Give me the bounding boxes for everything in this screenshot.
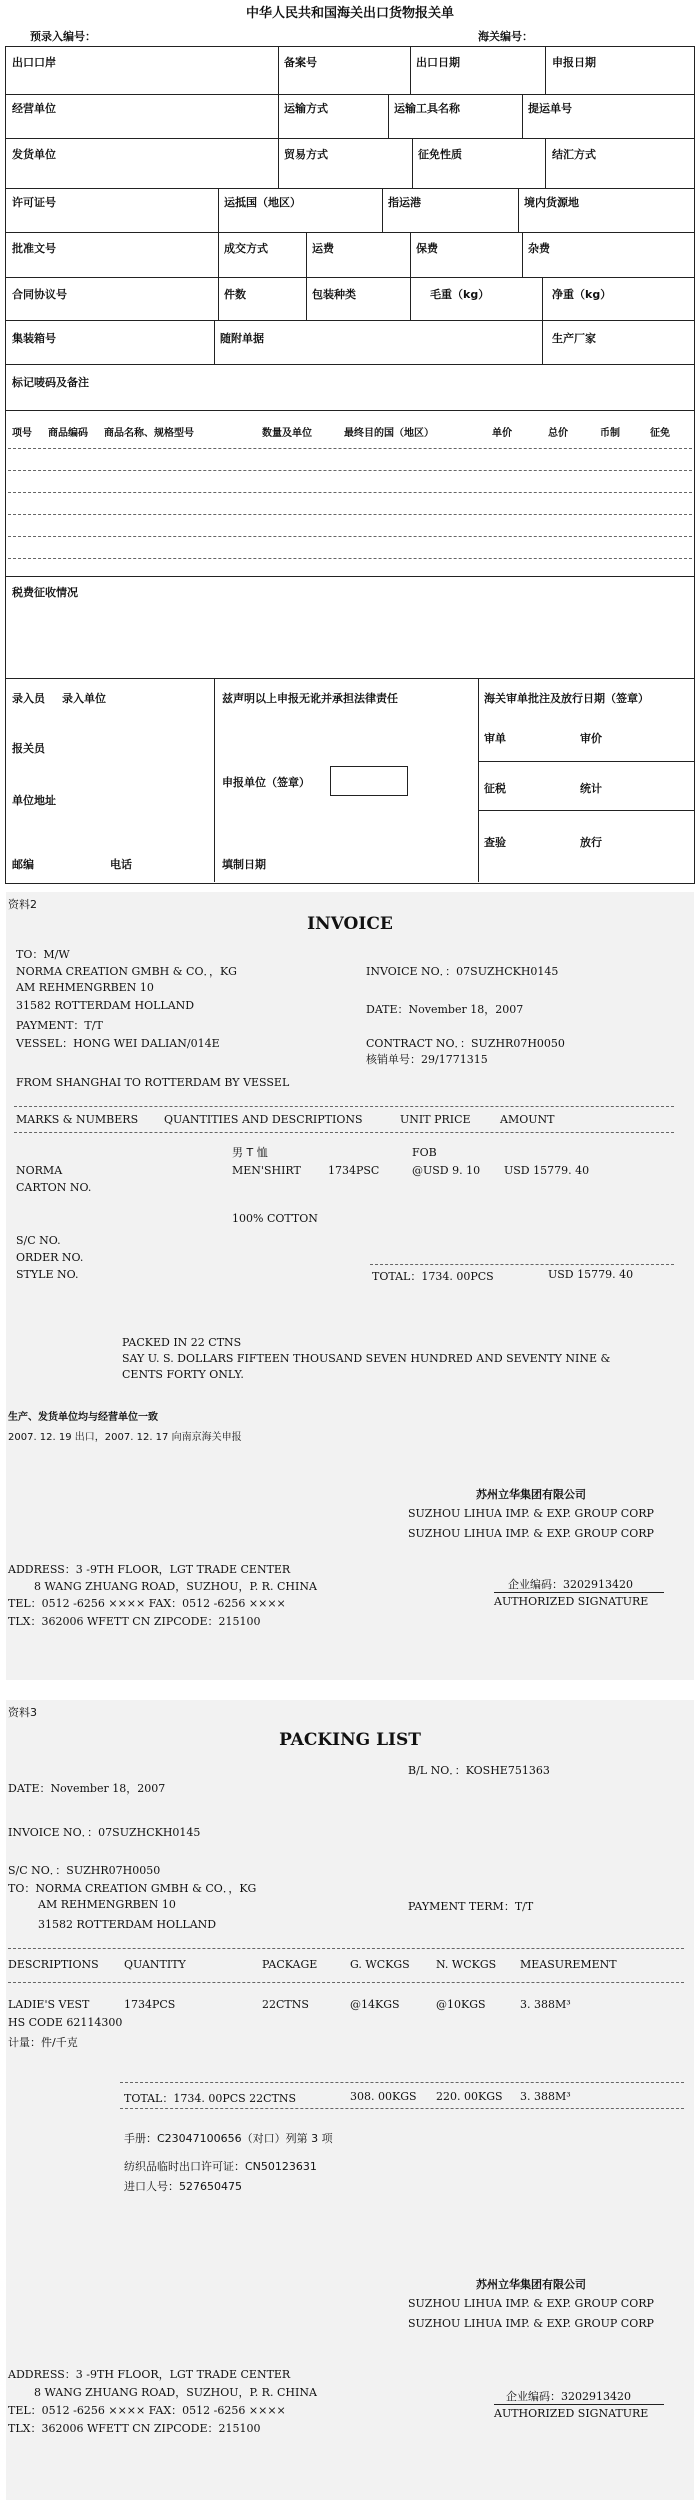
deal-mode-label: 成交方式: [224, 242, 268, 255]
statistics-label: 统计: [580, 782, 602, 795]
textile-license: 纺织品临时出口许可证：CN50123631: [124, 2160, 317, 2173]
item-chinese-name: 男 T 恤: [232, 1146, 268, 1159]
misc-fee-label: 杂费: [528, 242, 550, 255]
postcode-label: 邮编: [12, 858, 34, 871]
package-header: PACKAGE: [262, 1958, 318, 1971]
final-destination-header: 最终目的国（地区）: [344, 428, 434, 439]
package-count-label: 件数: [224, 288, 246, 301]
preentry-number-label: 预录入编号：: [30, 30, 96, 43]
packing-total: TOTAL：1734. 00PCS 22CTNS: [124, 2092, 297, 2105]
invoice-total-amount: USD 15779. 40: [548, 1268, 634, 1281]
price-review-label: 审价: [580, 732, 602, 745]
buyer-name: NORMA CREATION GMBH & CO．，KG: [16, 965, 237, 978]
shipper-unit-label: 发货单位: [12, 148, 56, 161]
document-review-label: 审单: [484, 732, 506, 745]
contract-number: CONTRACT NO．：SUZHR07H0050: [366, 1037, 565, 1050]
packing-tel-fax: TEL：0512 -6256 ×××× FAX：0512 -6256 ××××: [8, 2404, 286, 2417]
release-label: 放行: [580, 836, 602, 849]
packing-telex-zip: TLX：362006 WFETT CN ZIPCODE：215100: [8, 2422, 261, 2435]
marks-numbers-header: MARKS & NUMBERS: [16, 1113, 139, 1126]
quantity-unit-header: 数量及单位: [262, 428, 312, 439]
settlement-mode-label: 结汇方式: [552, 148, 596, 161]
freight-label: 运费: [312, 242, 334, 255]
amount-header: AMOUNT: [500, 1113, 555, 1126]
item-amount: USD 15779. 40: [504, 1164, 590, 1177]
gross-weight-header: G. WCKGS: [350, 1958, 410, 1971]
verification-number: 核销单号：29/1771315: [366, 1053, 488, 1066]
package-type-label: 包装种类: [312, 288, 356, 301]
enterprise-code: 企业编码：3202913420: [508, 1578, 633, 1591]
packing-authorized-signature: AUTHORIZED SIGNATURE: [494, 2407, 649, 2420]
marks-remarks-label: 标记唛码及备注: [12, 376, 89, 389]
unit-price-header: 单价: [492, 428, 512, 439]
handbook-note: 手册：C23047100656（对口）列第 3 项: [124, 2132, 333, 2145]
packing-address-1: ADDRESS：3 -9TH FLOOR，LGT TRADE CENTER: [8, 2368, 291, 2381]
trade-term: FOB: [412, 1146, 437, 1159]
packing-invoice-number: INVOICE NO．：07SUZHCKH0145: [8, 1826, 201, 1839]
commodity-code-header: 商品编码: [48, 428, 88, 439]
inspection-label: 查验: [484, 836, 506, 849]
invoice-date: DATE：November 18，2007: [366, 1003, 524, 1016]
packing-street: AM REHMENGRBEN 10: [38, 1898, 176, 1911]
destination-country-label: 运抵国（地区）: [224, 196, 301, 209]
amount-in-words-2: CENTS FORTY ONLY.: [122, 1368, 244, 1381]
form-title: 中华人民共和国海关出口货物报关单: [245, 6, 454, 21]
entry-person-label: 录入员: [12, 692, 45, 705]
fill-date-label: 填制日期: [222, 858, 266, 871]
invoice-to: TO：M/W: [16, 948, 70, 961]
declaring-unit-label: 申报单位（签章）: [222, 776, 310, 789]
quantities-descriptions-header: QUANTITIES AND DESCRIPTIONS: [164, 1113, 363, 1126]
material-label-2: 资料2: [8, 898, 37, 911]
declare-date-label: 申报日期: [552, 56, 596, 69]
payment-term: PAYMENT TERM：T/T: [408, 1900, 534, 1913]
business-unit-label: 经营单位: [12, 102, 56, 115]
importer-number: 进口人号：527650475: [124, 2180, 242, 2193]
manufacturer-label: 生产厂家: [552, 332, 596, 345]
address-line-1: ADDRESS：3 -9TH FLOOR，LGT TRADE CENTER: [8, 1563, 291, 1576]
invoice-title: INVOICE: [307, 914, 393, 934]
entry-unit-label: 录入单位: [62, 692, 106, 705]
invoice-number: INVOICE NO．：07SUZHCKH0145: [366, 965, 559, 978]
hs-code: HS CODE 62114300: [8, 2016, 123, 2029]
note-units: 生产、发货单位均与经营单位一致: [8, 1412, 158, 1423]
packing-total-net: 220. 00KGS: [436, 2090, 503, 2103]
commodity-name-header: 商品名称、规格型号: [104, 428, 194, 439]
descriptions-header: DESCRIPTIONS: [8, 1958, 99, 1971]
unit-price-header: UNIT PRICE: [400, 1113, 471, 1126]
buyer-street: AM REHMENGRBEN 10: [16, 981, 154, 994]
company-english-name-2: SUZHOU LIHUA IMP. & EXP. GROUP CORP: [408, 1527, 654, 1540]
attached-docs-label: 随附单据: [220, 332, 264, 345]
packing-to: TO：NORMA CREATION GMBH & CO．，KG: [8, 1882, 257, 1895]
customs-number-label: 海关编号：: [478, 30, 533, 43]
invoice-total: TOTAL：1734. 00PCS: [372, 1270, 494, 1283]
packing-summary: PACKED IN 22 CTNS: [122, 1336, 242, 1349]
bill-of-lading-label: 提运单号: [528, 102, 572, 115]
trade-mode-label: 贸易方式: [284, 148, 328, 161]
packing-package: 22CTNS: [262, 1998, 309, 2011]
material-label-3: 资料3: [8, 1706, 37, 1719]
authorized-signature: AUTHORIZED SIGNATURE: [494, 1595, 649, 1608]
tel-fax: TEL：0512 -6256 ×××× FAX：0512 -6256 ××××: [8, 1597, 286, 1610]
packing-company-english-2: SUZHOU LIHUA IMP. & EXP. GROUP CORP: [408, 2317, 654, 2330]
amount-in-words-1: SAY U. S. DOLLARS FIFTEEN THOUSAND SEVEN HUNDRED AND SEVENTY NINE &: [122, 1352, 611, 1365]
unit-address-label: 单位地址: [12, 794, 56, 807]
quantity-header: QUANTITY: [124, 1958, 186, 1971]
telex-zip: TLX：362006 WFETT CN ZIPCODE：215100: [8, 1615, 261, 1628]
contract-number-label: 合同协议号: [12, 288, 67, 301]
item-no-header: 项号: [12, 428, 32, 439]
company-english-name-1: SUZHOU LIHUA IMP. & EXP. GROUP CORP: [408, 1507, 654, 1520]
item-unit-price: @USD 9. 10: [412, 1164, 481, 1177]
transport-mode-label: 运输方式: [284, 102, 328, 115]
export-port-label: 出口口岸: [12, 56, 56, 69]
shipping-mark-1: NORMA: [16, 1164, 63, 1177]
packing-measurement: 3. 388M³: [520, 1998, 571, 2011]
declarer-label: 报关员: [12, 742, 45, 755]
exemption-nature-label: 征免性质: [418, 148, 462, 161]
customs-approval-label: 海关审单批注及放行日期（签章）: [484, 692, 649, 705]
levy-label: 征税: [484, 782, 506, 795]
stamp-box: [330, 766, 408, 796]
company-chinese-name: 苏州立华集团有限公司: [476, 1488, 586, 1501]
payment-terms: PAYMENT：T/T: [16, 1019, 103, 1032]
item-quantity: 1734PSC: [328, 1164, 380, 1177]
vessel: VESSEL：HONG WEI DALIAN/014E: [16, 1037, 220, 1050]
shipping-mark-4: ORDER NO.: [16, 1251, 84, 1264]
item-material: 100% COTTON: [232, 1212, 318, 1225]
packing-address-2: 8 WANG ZHUANG ROAD，SUZHOU，P. R. CHINA: [34, 2386, 317, 2399]
approval-number-label: 批准文号: [12, 242, 56, 255]
packing-net-weight: @10KGS: [436, 1998, 486, 2011]
transport-vehicle-label: 运输工具名称: [394, 102, 460, 115]
sales-contract-number: S/C NO．：SUZHR07H0050: [8, 1864, 161, 1877]
currency-header: 币制: [600, 428, 620, 439]
net-weight-header: N. WCKGS: [436, 1958, 497, 1971]
export-date-label: 出口日期: [416, 56, 460, 69]
shipping-route: FROM SHANGHAI TO ROTTERDAM BY VESSEL: [16, 1076, 290, 1089]
measurement-header: MEASUREMENT: [520, 1958, 617, 1971]
record-number-label: 备案号: [284, 56, 317, 69]
packing-city: 31582 ROTTERDAM HOLLAND: [38, 1918, 217, 1931]
declaration-statement: 兹声明以上申报无讹并承担法律责任: [222, 692, 398, 705]
form-border: [5, 46, 695, 884]
item-name: MEN'SHIRT: [232, 1164, 301, 1177]
insurance-label: 保费: [416, 242, 438, 255]
destination-port-label: 指运港: [388, 196, 421, 209]
domestic-source-label: 境内货源地: [524, 196, 579, 209]
net-weight-label: 净重（kg）: [552, 288, 612, 301]
note-dates: 2007. 12. 19 出口，2007. 12. 17 向南京海关申报: [8, 1432, 242, 1443]
container-number-label: 集装箱号: [12, 332, 56, 345]
address-line-2: 8 WANG ZHUANG ROAD，SUZHOU，P. R. CHINA: [34, 1580, 317, 1593]
shipping-mark-2: CARTON NO.: [16, 1181, 92, 1194]
shipping-mark-5: STYLE NO.: [16, 1268, 79, 1281]
tax-collection-label: 税费征收情况: [12, 586, 78, 599]
packing-date: DATE：November 18，2007: [8, 1782, 166, 1795]
packing-quantity: 1734PCS: [124, 1998, 176, 2011]
packing-gross-weight: @14KGS: [350, 1998, 400, 2011]
packing-enterprise-code: 企业编码：3202913420: [506, 2390, 631, 2403]
measurement-unit: 计量：件/千克: [8, 2036, 78, 2049]
packing-company-chinese-name: 苏州立华集团有限公司: [476, 2278, 586, 2291]
packing-list-title: PACKING LIST: [279, 1730, 421, 1750]
buyer-city: 31582 ROTTERDAM HOLLAND: [16, 999, 195, 1012]
gross-weight-label: 毛重（kg）: [430, 288, 490, 301]
exemption-header: 征免: [650, 428, 670, 439]
packing-total-measurement: 3. 388M³: [520, 2090, 571, 2103]
phone-label: 电话: [110, 858, 132, 871]
total-price-header: 总价: [548, 428, 568, 439]
packing-company-english-1: SUZHOU LIHUA IMP. & EXP. GROUP CORP: [408, 2297, 654, 2310]
packing-item: LADIE'S VEST: [8, 1998, 90, 2011]
shipping-mark-3: S/C NO.: [16, 1234, 61, 1247]
bill-of-lading-number: B/L NO．：KOSHE751363: [408, 1764, 550, 1777]
packing-total-gross: 308. 00KGS: [350, 2090, 417, 2103]
license-number-label: 许可证号: [12, 196, 56, 209]
